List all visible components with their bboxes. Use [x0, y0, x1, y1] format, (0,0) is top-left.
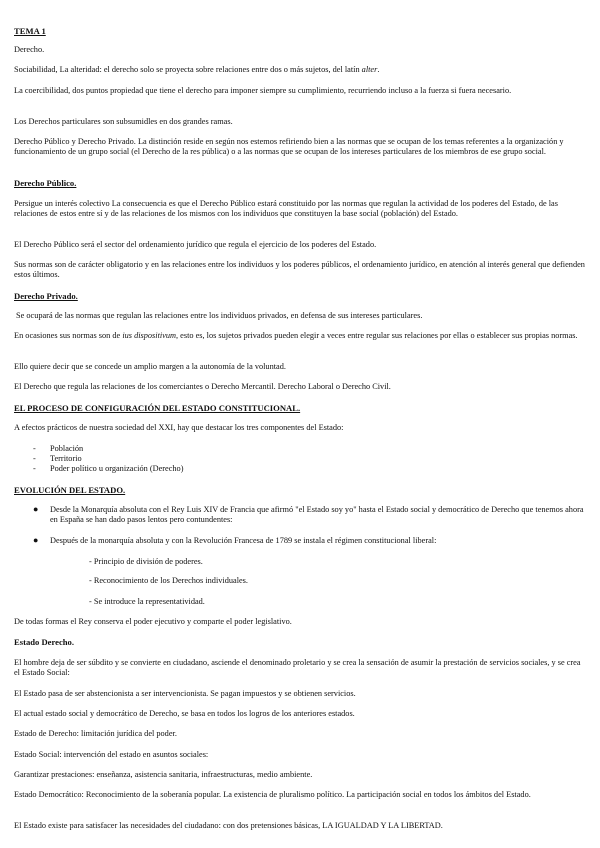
heading-proceso: EL PROCESO DE CONFIGURACIÓN DEL ESTADO CONSTITUCIONAL.	[14, 403, 301, 413]
sociabilidad-end: .	[377, 65, 380, 74]
paragraph-ocupara: Se ocupará de las normas que regulan las relaciones entre los individuos privados, en defensa de sus intereses particulares.	[16, 311, 423, 320]
paragraph-abstencionista: El Estado pasa de ser abstencionista a ser intervencionista. Se pagan impuestos y se obtienen servicios.	[14, 689, 356, 698]
sociabilidad-text: Sociabilidad, La alteridad: el derecho solo se proyecta sobre relaciones entre dos o más sujetos, del latín	[14, 65, 362, 74]
paragraph-persigue: Persigue un interés colectivo La consecuencia es que el Derecho Público estará constituido por las normas que regulan la actividad de los poderes del Estado, de las relaciones de estos entre sí y de las relaciones de los mismos con los individuos que constituyen la base social (población) del Estado.	[14, 199, 558, 219]
bullet-marker: ●	[33, 504, 39, 514]
dash-marker: -	[33, 444, 36, 453]
paragraph-particulares: Los Derechos particulares son subsumidles en dos grandes ramas.	[14, 117, 233, 126]
paragraph-existe: El Estado existe para satisfacer las necesidades del ciudadano: con dos pretensiones básicas, LA IGUALDAD Y LA LIBERTAD.	[14, 821, 443, 830]
sub-item-derechos-individuales: - Reconocimiento de los Derechos individuales.	[89, 576, 248, 585]
ius-dispositivum-term: ius dispositivum	[122, 331, 177, 340]
heading-estado-derecho: Estado Derecho.	[14, 637, 74, 647]
sociabilidad-latin-term: alter	[361, 65, 378, 74]
heading-derecho-privado: Derecho Privado.	[14, 291, 78, 301]
sub-item-representatividad: - Se introduce la representatividad.	[89, 597, 205, 606]
paragraph-efectos: A efectos prácticos de nuestra sociedad del XXI, hay que destacar los tres componentes del Estado:	[14, 423, 344, 432]
paragraph-estado-social: Estado Social: intervención del estado en asuntos sociales:	[14, 750, 209, 759]
dash-marker: -	[33, 454, 36, 463]
paragraph-hombre: El hombre deja de ser súbdito y se convierte en ciudadano, asciende el denominado proletario y se crea la sensación de asumir la prestación de servicios sociales, y se crea el Estado Social:	[14, 658, 581, 678]
paragraph-estado-derecho-def: Estado de Derecho: limitación jurídica del poder.	[14, 729, 177, 738]
list-item	[33, 454, 553, 464]
ocasiones-end: , esto es, los sujetos privados pueden elegir a veces entre regular sus relaciones por ellas o establecer sus propias normas.	[176, 331, 578, 340]
list-item	[33, 464, 553, 474]
list-item	[33, 536, 586, 548]
paragraph-formas: De todas formas el Rey conserva el poder ejecutivo y comparte el poder legislativo.	[14, 617, 292, 626]
paragraph-coercibilidad: La coercibilidad, dos puntos propiedad que tiene el derecho para imponer siempre su cumplimiento, recurriendo incluso a la fuerza si fuera necesario.	[14, 86, 512, 95]
component-poblacion: Población	[50, 444, 84, 453]
list-item	[33, 505, 586, 527]
component-territorio: Territorio	[50, 454, 82, 463]
heading-evolucion: EVOLUCIÓN DEL ESTADO.	[14, 485, 126, 495]
paragraph-sociabilidad	[14, 65, 586, 75]
paragraph-normas: Sus normas son de carácter obligatorio y en las relaciones entre los individuos y los poderes públicos, el ordenamiento jurídico, en atención al interés general que defienden estos últimos.	[14, 260, 585, 280]
paragraph-democratico: Estado Democrático: Reconocimiento de la soberanía popular. La existencia de pluralismo político. La participación social en todos los ámbitos del Estado.	[14, 790, 531, 799]
sub-item-division-poderes: - Principio de división de poderes.	[89, 557, 203, 566]
document-title: TEMA 1	[14, 26, 46, 36]
paragraph-ello: Ello quiere decir que se concede un amplio margen a la autonomía de la voluntad.	[14, 362, 286, 371]
ocasiones-text: En ocasiones sus normas son de	[14, 331, 123, 340]
heading-derecho-publico: Derecho Público.	[14, 178, 77, 188]
bullet-marker: ●	[33, 535, 39, 545]
paragraph-ocasiones	[14, 331, 586, 341]
dash-marker: -	[33, 464, 36, 473]
paragraph-mercantil: El Derecho que regula las relaciones de los comerciantes o Derecho Mercantil. Derecho Laboral o Derecho Civil.	[14, 382, 391, 391]
paragraph-derecho: Derecho.	[14, 45, 45, 54]
paragraph-publico-privado: Derecho Público y Derecho Privado. La distinción reside en según nos estemos refiriendo bien a las normas que se ocupan de los temas referentes a la organización y funcionamiento de un grupo social (el Derecho de la res pública) o a las normas que se ocupan de los intereses particulares de los miembros de ese grupo social.	[14, 137, 564, 157]
bullet-monarquia: Desde la Monarquía absoluta con el Rey Luis XIV de Francia que afirmó "el Estado soy yo" hasta el Estado social y democrático de Derecho que tenemos ahora en España se han dado pasos lentos pero contundentes:	[50, 505, 584, 525]
component-poder-politico: Poder político u organización (Derecho)	[50, 464, 184, 473]
paragraph-actual: El actual estado social y democrático de Derecho, se basa en todos los logros de los anteriores estados.	[14, 709, 355, 718]
list-item	[33, 444, 553, 454]
paragraph-sector: El Derecho Público será el sector del ordenamiento jurídico que regula el ejercicio de los poderes del Estado.	[14, 240, 377, 249]
paragraph-garantizar: Garantizar prestaciones: enseñanza, asistencia sanitaria, infraestructuras, medio ambiente.	[14, 770, 313, 779]
bullet-revolucion: Después de la monarquía absoluta y con la Revolución Francesa de 1789 se instala el régimen constitucional liberal:	[50, 536, 437, 545]
